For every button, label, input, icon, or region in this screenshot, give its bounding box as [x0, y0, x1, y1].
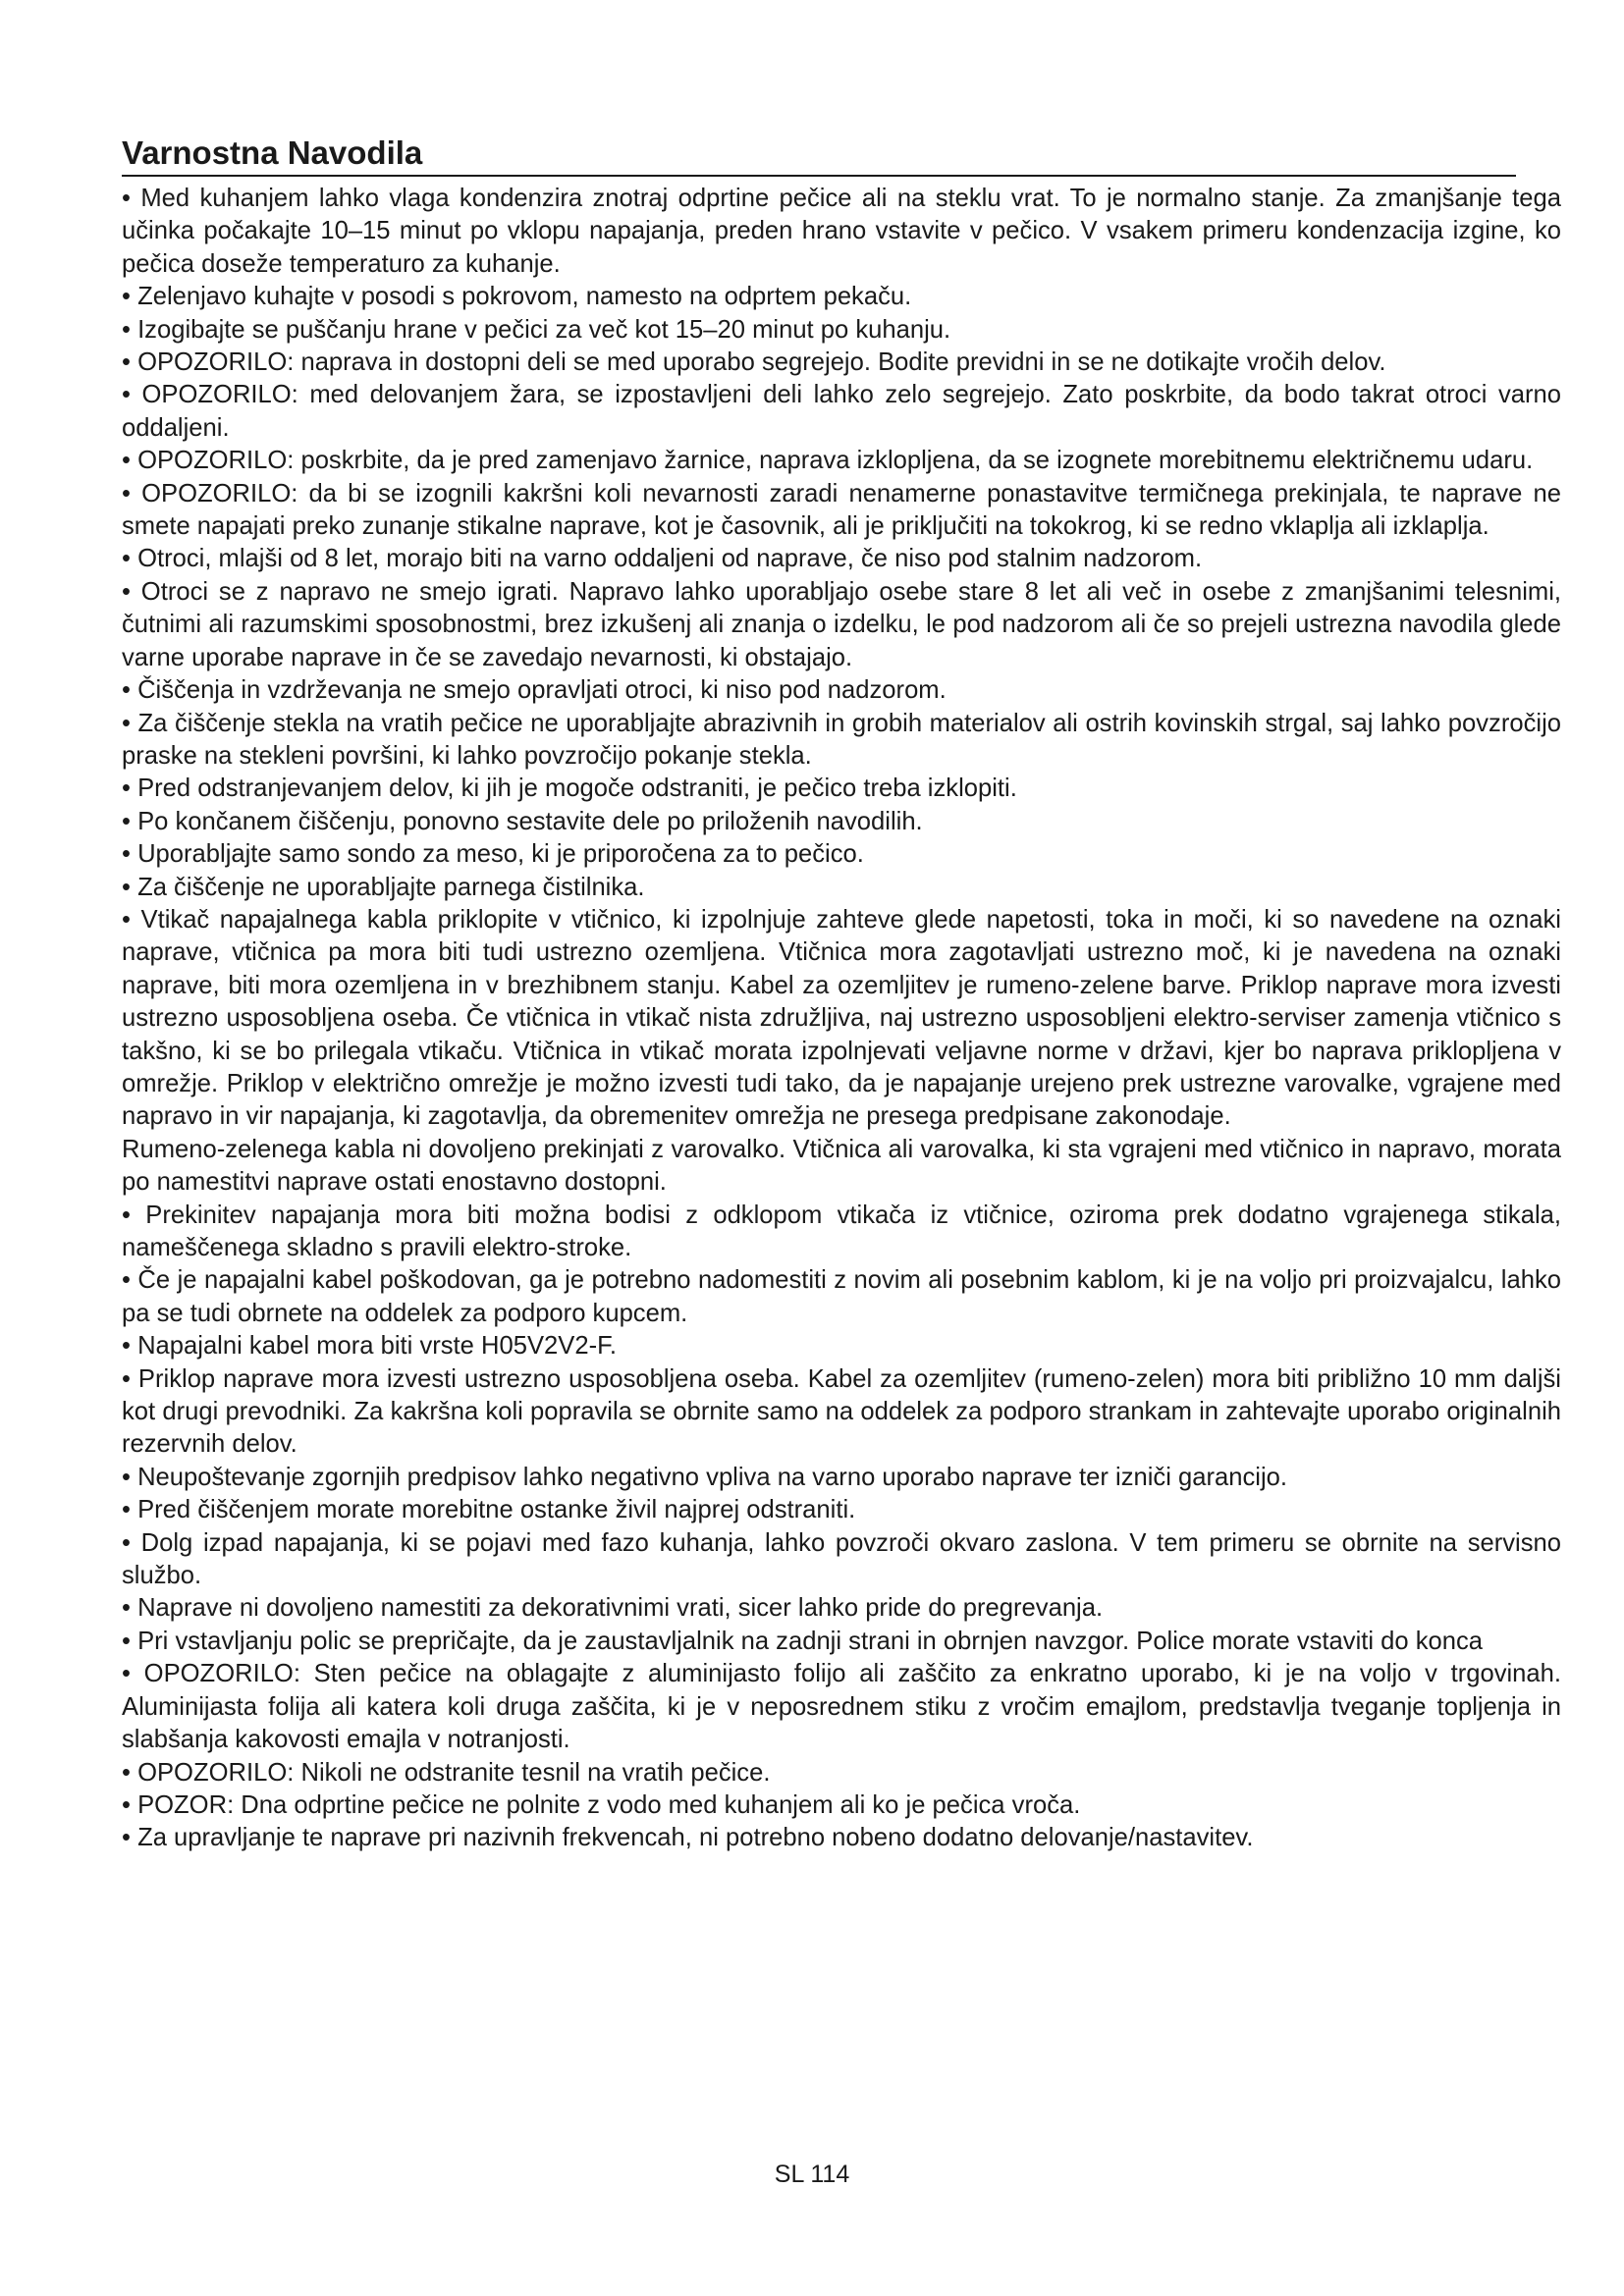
instruction-item: • Otroci se z napravo ne smejo igrati. Napravo lahko uporabljajo osebe stare 8 let ali več in osebe z zmanjšanimi telesnimi, čutnimi ali razumskimi sposobnostmi, brez izkušenj ali znanja o izdelku, le pod nadzorom ali če so prejeli ustrezna navodila glede varne uporabe naprave in če se zavedajo nevarnosti, ki obstajajo.: [122, 577, 1561, 671]
page-title: Varnostna Navodila: [122, 133, 1516, 177]
instruction-item: • OPOZORILO: poskrbite, da je pred zamenjavo žarnice, naprava izklopljena, da se izognete morebitnemu električnemu udaru.: [122, 447, 1534, 475]
instruction-item: • Za čiščenje stekla na vratih pečice ne uporabljajte abrazivnih in grobih materialov ali ostrih kovinskih strgal, saj lahko povzročijo praske na stekleni površini, ki lahko povzročijo pokanje stekla.: [122, 709, 1561, 770]
instruction-item: • Če je napajalni kabel poškodovan, ga je potrebno nadomestiti z novim ali posebnim kablom, ki je na voljo pri proizvajalcu, lahko pa se tudi obrnete na oddelek za podporo kupcem.: [122, 1266, 1561, 1327]
instruction-item: • Napajalni kabel mora biti vrste H05V2V2-F.: [122, 1332, 618, 1361]
instruction-item: Rumeno-zelenega kabla ni dovoljeno prekinjati z varovalko. Vtičnica ali varovalka, ki sta vgrajeni med vtičnico in napravo, morata po namestitvi naprave ostati enostavno dostopni.: [122, 1135, 1561, 1197]
instruction-item: • OPOZORILO: Sten pečice na oblagajte z aluminijasto folijo ali zaščito za enkratno uporabo, ki je na voljo v trgovinah. Aluminijasta folija ali katera koli druga zaščita, ki je v neposrednem stiku z vročim emajlom, predstavlja tveganje topljenja in slabšanja kakovosti emajla v notranjosti.: [122, 1660, 1561, 1754]
instruction-item: • Pred čiščenjem morate morebitne ostanke živil najprej odstraniti.: [122, 1496, 856, 1524]
instruction-item: • Naprave ni dovoljeno namestiti za dekorativnimi vrati, sicer lahko pride do pregrevanja.: [122, 1594, 1104, 1623]
instruction-item: • OPOZORILO: da bi se izognili kakršni koli nevarnosti zaradi nenamerne ponastavitve termičnega prekinjala, te naprave ne smete napajati preko zunanje stikalne naprave, kot je časovnik, ali je priključiti na tokokrog, ki se redno vklaplja ali izklaplja.: [122, 479, 1561, 541]
instruction-item: • Zelenjavo kuhajte v posodi s pokrovom, namesto na odprtem pekaču.: [122, 283, 912, 311]
instruction-item: • Priklop naprave mora izvesti ustrezno usposobljena oseba. Kabel za ozemljitev (rumeno-zelen) mora biti približno 10 mm daljši kot drugi prevodniki. Za kakršna koli popravila se obrnite samo na oddelek za podporo strankam in zahtevajte uporabo originalnih rezervnih delov.: [122, 1364, 1561, 1459]
instruction-item: • OPOZORILO: med delovanjem žara, se izpostavljeni deli lahko zelo segrejejo. Zato poskrbite, da bodo takrat otroci varno oddaljeni.: [122, 381, 1561, 442]
instruction-item: • Izogibajte se puščanju hrane v pečici za več kot 15–20 minut po kuhanju.: [122, 315, 951, 344]
instruction-item: • Neupoštevanje zgornjih predpisov lahko negativno vpliva na varno uporabo naprave ter izniči garancijo.: [122, 1463, 1287, 1491]
instruction-item: • Otroci, mlajši od 8 let, morajo biti na varno oddaljeni od naprave, če niso pod stalnim nadzorom.: [122, 545, 1203, 573]
instruction-item: • Pri vstavljanju polic se prepričajte, da je zaustavljalnik na zadnji strani in obrnjen navzgor. Police morate vstaviti do konca: [122, 1627, 1484, 1655]
instruction-item: • Prekinitev napajanja mora biti možna bodisi z odklopom vtikača iz vtičnice, oziroma prek dodatno vgrajenega stikala, nameščenega skladno s pravili elektro-stroke.: [122, 1201, 1561, 1261]
instruction-item: • Vtikač napajalnega kabla priklopite v vtičnico, ki izpolnjuje zahteve glede napetosti, toka in moči, ki so navedene na oznaki naprave, vtičnica pa mora biti tudi ustrezno ozemljena. Vtičnica mora zagotavljati ustrezno moč, ki je navedena na oznaki naprave, biti mora ozemljena in v brezhibnem stanju. Kabel za ozemljitev je rumeno-zelene barve. Priklop naprave mora izvesti ustrezno usposobljena oseba. Če vtičnica in vtikač nista združljiva, naj ustrezno usposobljeni elektro-serviser zamenja vtičnico s takšno, ki se bo prilegala vtikaču. Vtičnica in vtikač morata izpolnjevati veljavne norme v državi, kjer bo naprava priklopljena v omrežje. Priklop v električno omrežje je možno izvesti tudi tako, da je napajanje urejeno prek ustrezne varovalke, vgrajene med napravo in vir napajanja, ki zagotavlja, da obremenitev omrežja ne presega predpisane zakonodaje.: [122, 905, 1561, 1131]
instruction-item: • Čiščenja in vzdrževanja ne smejo opravljati otroci, ki niso pod nadzorom.: [122, 676, 947, 705]
instruction-item: • OPOZORILO: naprava in dostopni deli se med uporabo segrejejo. Bodite previdni in se ne dotikajte vročih delov.: [122, 348, 1386, 377]
instruction-item: • Za upravljanje te naprave pri nazivnih frekvencah, ni potrebno nobeno dodatno delovanje/nastavitev.: [122, 1824, 1254, 1852]
document-page: [122, 133, 1561, 1855]
page-number: SL 114: [774, 2161, 850, 2188]
instruction-item: • POZOR: Dna odprtine pečice ne polnite z vodo med kuhanjem ali ko je pečica vroča.: [122, 1790, 1081, 1819]
instruction-item: • Pred odstranjevanjem delov, ki jih je mogoče odstraniti, je pečico treba izklopiti.: [122, 774, 1017, 803]
safety-instructions-list: [122, 183, 1561, 1855]
instruction-item: • Med kuhanjem lahko vlaga kondenzira znotraj odprtine pečice ali na steklu vrat. To je normalno stanje. Za zmanjšanje tega učinka počakajte 10–15 minut po vklopu napajanja, preden hrano vstavite v pečico. V vsakem primeru kondenzacija izgine, ko pečica doseže temperaturo za kuhanje.: [122, 185, 1561, 278]
instruction-item: • Po končanem čiščenju, ponovno sestavite dele po priloženih navodilih.: [122, 807, 923, 835]
instruction-item: • Dolg izpad napajanja, ki se pojavi med fazo kuhanja, lahko povzroči okvaro zaslona. V tem primeru se obrnite na servisno službo.: [122, 1528, 1561, 1590]
instruction-item: • Za čiščenje ne uporabljajte parnega čistilnika.: [122, 873, 645, 901]
instruction-item: • Uporabljajte samo sondo za meso, ki je priporočena za to pečico.: [122, 840, 864, 869]
instruction-item: • OPOZORILO: Nikoli ne odstranite tesnil na vratih pečice.: [122, 1758, 771, 1787]
